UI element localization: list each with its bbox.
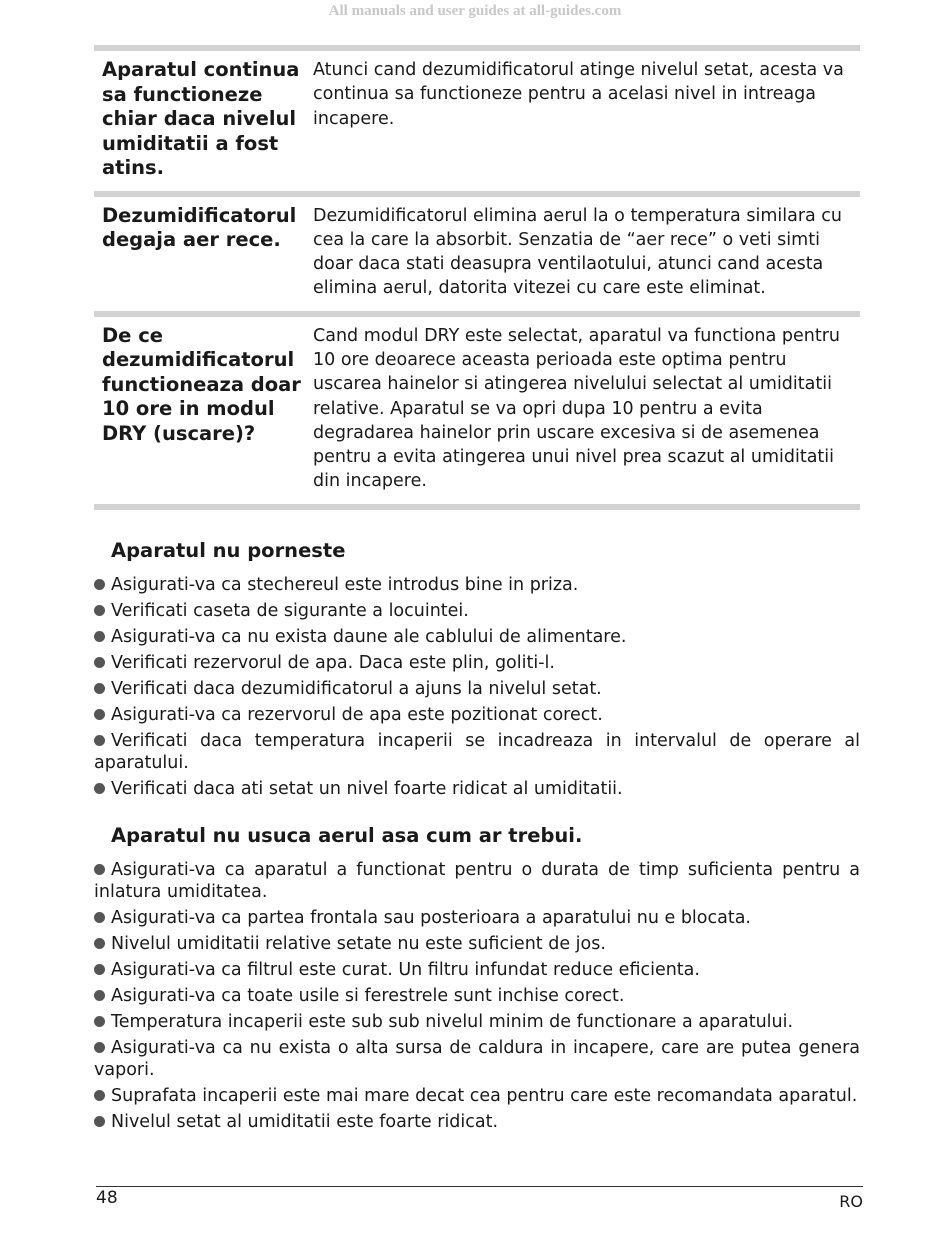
faq-answer: Atunci cand dezumidificatorul atinge nivelul setat, acesta va continua sa functioneze pentru a acelasi nivel in intreaga incapere.: [313, 60, 844, 129]
watermark: All manuals and user guides at all-guides.com: [328, 3, 622, 19]
table-rule: [94, 504, 860, 510]
faq-row: [94, 317, 860, 504]
bullet-icon: [94, 709, 105, 720]
bullet-icon: [94, 605, 105, 616]
bullet-icon: [94, 1116, 105, 1127]
bullet-icon: [94, 938, 105, 949]
list-item: Verificati rezervorul de apa. Daca este plin, goliti-l.: [94, 652, 860, 674]
list-item: Asigurati-va ca aparatul a functionat pentru o durata de timp suficienta pentru a inlatura umiditatea.: [94, 860, 860, 902]
bullet-icon: [94, 683, 105, 694]
list-item: Nivelul setat al umiditatii este foarte ridicat.: [94, 1111, 860, 1133]
bullet-icon: [94, 579, 105, 590]
list-item: Asigurati-va ca rezervorul de apa este pozitionat corect.: [94, 704, 860, 726]
faq-question: Dezumidificatorul degaja aer rece.: [102, 203, 297, 251]
bullet-icon: [94, 735, 105, 746]
list-item: Asigurati-va ca nu exista daune ale cablului de alimentare.: [94, 626, 860, 648]
page-number: 48: [96, 1188, 118, 1208]
bullet-icon: [94, 657, 105, 668]
bullet-icon: [94, 964, 105, 975]
faq-answer: Cand modul DRY este selectat, aparatul va functiona pentru 10 ore deoarece aceasta perioada este optima pentru uscarea hainelor si atingerea nivelului selectat al umiditatii relative. Aparatul se va opri dupa 10 pentru a evita degradarea hainelor prin uscare excesiva si de asemenea pentru a evita atingerea unui nivel prea scazut al umiditatii din incapere.: [313, 325, 841, 492]
list-item: Verificati daca dezumidificatorul a ajuns la nivelul setat.: [94, 678, 860, 700]
faq-table: [94, 45, 860, 510]
bullet-icon: [94, 1090, 105, 1101]
faq-answer: Dezumidificatorul elimina aerul la o temperatura similara cu cea la care la absorbit. Senzatia de “aer rece” o veti simti doar daca stati deasupra ventilaotului, atunci cand acesta elimina aerul, datorita vitezei cu care este eliminat.: [313, 205, 843, 299]
list-item: Verificati caseta de sigurante a locuintei.: [94, 600, 860, 622]
section-title: Aparatul nu porneste: [111, 539, 346, 562]
list-item: Temperatura incaperii este sub sub nivelul minim de functionare a aparatului.: [94, 1011, 860, 1033]
bullet-icon: [94, 864, 105, 875]
section-nu-usuca: [94, 823, 860, 1137]
list-item: Verificati daca ati setat un nivel foarte ridicat al umiditatii.: [94, 778, 860, 800]
list-item: Asigurati-va ca toate usile si ferestrele sunt inchise corect.: [94, 985, 860, 1007]
list-item: Nivelul umiditatii relative setate nu este suficient de jos.: [94, 933, 860, 955]
checklist: [94, 859, 860, 1133]
bullet-icon: [94, 783, 105, 794]
list-item: Suprafata incaperii este mai mare decat cea pentru care este recomandata aparatul.: [94, 1085, 860, 1107]
list-item: Verificati daca temperatura incaperii se incadreaza in intervalul de operare al aparatului.: [94, 731, 860, 773]
faq-question: Aparatul continua sa functioneze chiar daca nivelul umiditatii a fost atins.: [102, 58, 300, 179]
bullet-icon: [94, 990, 105, 1001]
section-nu-porneste: [94, 538, 860, 804]
list-item: Asigurati-va ca partea frontala sau posterioara a aparatului nu e blocata.: [94, 907, 860, 929]
list-item: Asigurati-va ca stechereul este introdus bine in priza.: [94, 574, 860, 596]
bullet-icon: [94, 1016, 105, 1027]
list-item: Asigurati-va ca nu exista o alta sursa de caldura in incapere, care are putea genera vapori.: [94, 1038, 860, 1080]
faq-row: [94, 197, 860, 311]
faq-question: De ce dezumidificatorul functioneaza doar 10 ore in modul DRY (uscare)?: [102, 323, 301, 445]
bullet-icon: [94, 1042, 105, 1053]
list-item: Asigurati-va ca filtrul este curat. Un filtru infundat reduce eficienta.: [94, 959, 860, 981]
language-code: RO: [839, 1192, 863, 1211]
bullet-icon: [94, 631, 105, 642]
checklist: [94, 574, 860, 800]
section-title: Aparatul nu usuca aerul asa cum ar trebui.: [111, 824, 583, 847]
footer-divider: [96, 1186, 863, 1187]
faq-row: [94, 51, 860, 191]
bullet-icon: [94, 912, 105, 923]
